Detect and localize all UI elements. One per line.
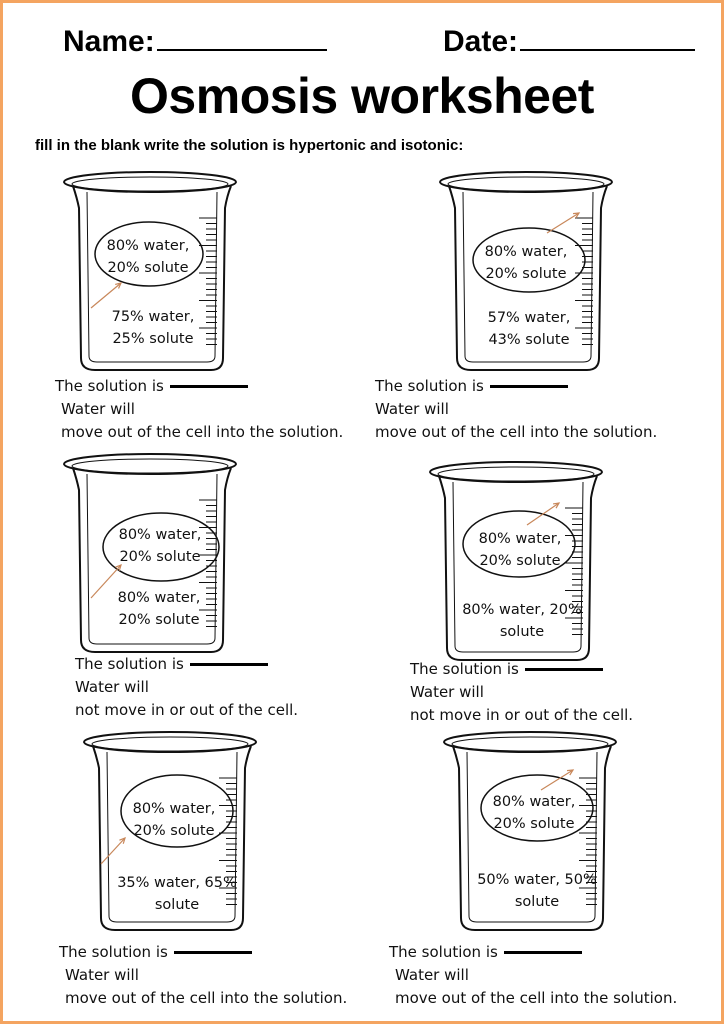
cell-line-5a: 80% water, (132, 801, 216, 817)
solution-composition-1 (93, 306, 213, 350)
answer-3 (75, 653, 298, 722)
solution-line-2a: 57% water, (487, 310, 571, 326)
cell-line-3b: 20% solute (119, 549, 201, 565)
cell-composition-1 (93, 235, 203, 279)
solution-line-6b: solute (514, 894, 560, 910)
answer-prefix-2: The solution is (375, 377, 484, 395)
answer-6 (389, 941, 677, 1010)
solution-composition-4 (457, 599, 587, 643)
page-title: Osmosis worksheet (130, 68, 594, 124)
water-label-2: Water will (375, 400, 449, 418)
water-movement-arrow-icon (547, 213, 579, 233)
solution-line-3a: 80% water, (117, 590, 201, 606)
cell-line-6b: 20% solute (493, 816, 575, 832)
cell-line-3a: 80% water, (118, 527, 202, 543)
instructions: fill in the blank write the solution is hypertonic and isotonic: (35, 137, 464, 154)
cell-composition-3 (105, 524, 215, 568)
cell-composition-6 (479, 791, 589, 835)
answer-prefix-4: The solution is (410, 660, 519, 678)
movement-6: move out of the cell into the solution. (395, 989, 678, 1007)
water-label-4: Water will (410, 683, 484, 701)
water-label-1: Water will (61, 400, 135, 418)
solution-line-6a: 50% water, 50% (477, 872, 597, 888)
answer-4 (410, 658, 633, 727)
solution-composition-6 (471, 869, 603, 913)
solution-line-5a: 35% water, 65% (117, 875, 237, 891)
cell-line-4a: 80% water, (478, 531, 562, 547)
cell-line-2a: 80% water, (484, 244, 568, 260)
water-label-5: Water will (65, 966, 139, 984)
cell-composition-4 (465, 528, 575, 572)
movement-4: not move in or out of the cell. (410, 706, 634, 724)
cell-line-5b: 20% solute (133, 823, 215, 839)
answer-prefix-1: The solution is (55, 377, 164, 395)
answer-prefix-5: The solution is (59, 943, 168, 961)
solution-line-4b: solute (499, 624, 545, 640)
cell-line-1b: 20% solute (107, 260, 189, 276)
answer-2 (375, 375, 657, 444)
cell-line-2b: 20% solute (485, 266, 567, 282)
answer-blank-5[interactable] (174, 951, 252, 954)
answer-1 (55, 375, 343, 444)
date-field (443, 25, 695, 59)
water-label-6: Water will (395, 966, 469, 984)
answer-blank-6[interactable] (504, 951, 582, 954)
cell-composition-2 (471, 241, 581, 285)
movement-1: move out of the cell into the solution. (61, 423, 344, 441)
date-label: Date: (443, 25, 519, 58)
solution-line-1b: 25% solute (112, 331, 194, 347)
solution-composition-3 (99, 587, 219, 631)
solution-line-1a: 75% water, (111, 309, 195, 325)
movement-2: move out of the cell into the solution. (375, 423, 658, 441)
cell-line-4b: 20% solute (479, 553, 561, 569)
solution-line-3b: 20% solute (118, 612, 200, 628)
water-movement-arrow-icon (527, 503, 559, 525)
solution-composition-5 (111, 872, 243, 916)
answer-5 (59, 941, 347, 1010)
cell-line-6a: 80% water, (492, 794, 576, 810)
answer-prefix-3: The solution is (75, 655, 184, 673)
cell-composition-5 (119, 798, 229, 842)
solution-line-4a: 80% water, 20% (462, 602, 582, 618)
answer-blank-3[interactable] (190, 663, 268, 666)
solution-composition-2 (469, 307, 589, 351)
movement-3: not move in or out of the cell. (75, 701, 299, 719)
answer-prefix-6: The solution is (389, 943, 498, 961)
water-movement-arrow-icon (91, 283, 121, 308)
solution-line-5b: solute (154, 897, 200, 913)
name-field (63, 25, 327, 59)
solution-line-2b: 43% solute (488, 332, 570, 348)
movement-5: move out of the cell into the solution. (65, 989, 348, 1007)
date-blank[interactable] (520, 49, 695, 51)
answer-blank-2[interactable] (490, 385, 568, 388)
answer-blank-4[interactable] (525, 668, 603, 671)
answer-blank-1[interactable] (170, 385, 248, 388)
cell-line-1a: 80% water, (106, 238, 190, 254)
water-label-3: Water will (75, 678, 149, 696)
name-blank[interactable] (157, 49, 327, 51)
name-label: Name: (63, 25, 155, 58)
